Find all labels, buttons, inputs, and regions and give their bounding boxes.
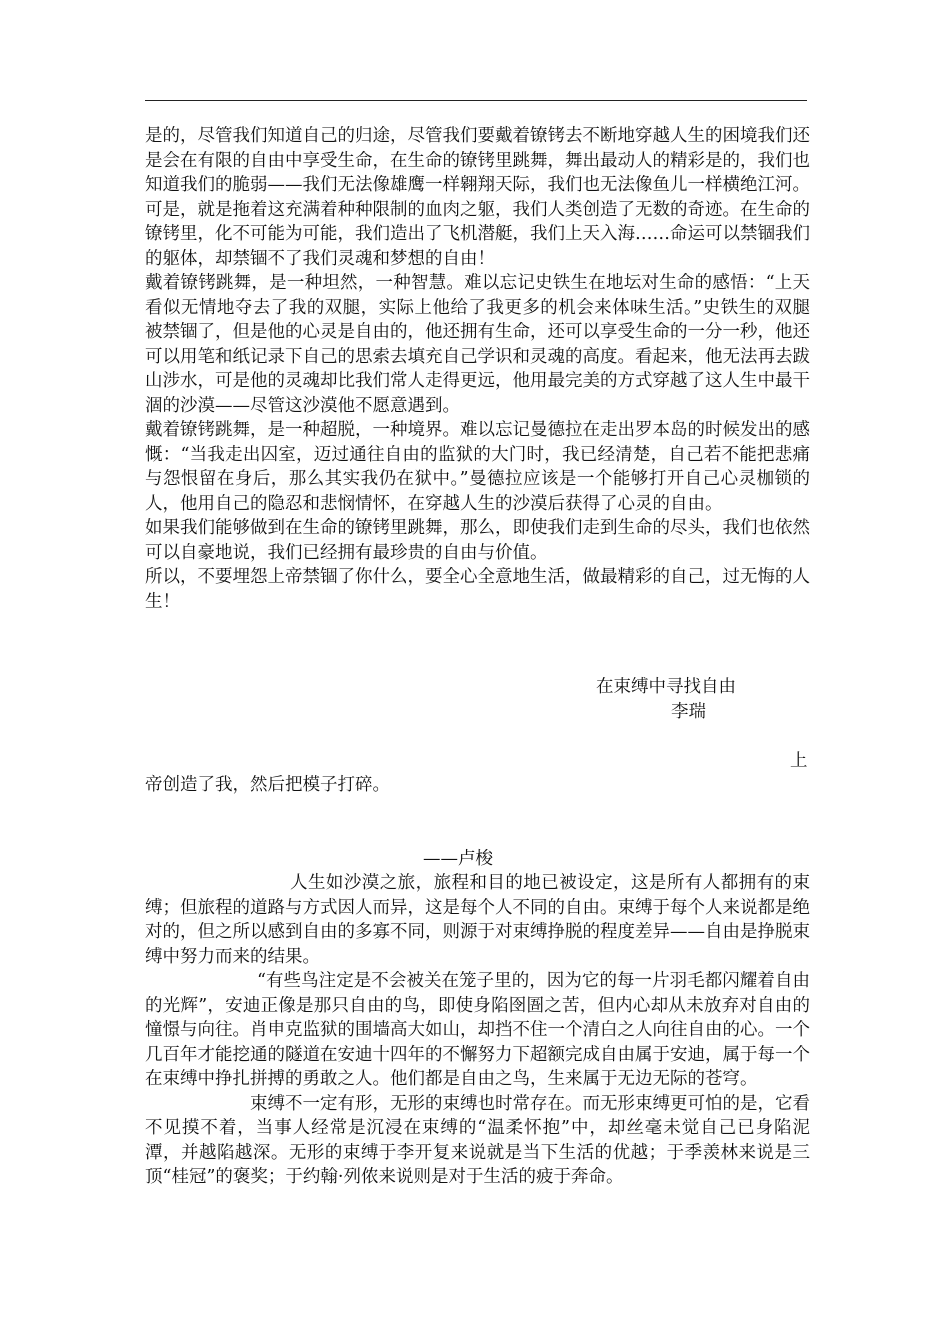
epigraph-attribution: ——卢梭 [423, 849, 493, 869]
essay2-author: 李瑞 [671, 702, 706, 722]
essay1-paragraph: 如果我们能够做到在生命的镣铐里跳舞，那么，即使我们走到生命的尽头，我们也依然可以自豪地说，我们已经拥有最珍贵的自由与价值。 [145, 518, 810, 563]
essay1-body [145, 124, 810, 614]
epigraph-quote: 帝创造了我，然后把模子打碎。 [145, 775, 390, 795]
essay2-paragraph: “有些鸟注定是不会被关在笼子里的，因为它的每一片羽毛都闪耀着自由的光辉”，安迪正像是那只自由的鸟，即使身陷囹圄之苦，但内心却从未放弃对自由的憧憬与向往。肖申克监狱的围墙高大如山，却挡不住一个清白之人向往自由的心。一个几百年才能挖通的隧道在安迪十四年的不懈努力下超额完成自由属于安迪，属于每一个在束缚中挣扎拼搏的勇敢之人。他们都是自由之鸟，生来属于无边无际的苍穹。 [145, 971, 810, 1089]
essay1-paragraph: 是的，尽管我们知道自己的归途，尽管我们要戴着镣铐去不断地穿越人生的困境我们还是会在有限的自由中享受生命，在生命的镣铐里跳舞，舞出最动人的精彩是的，我们也知道我们的脆弱——我们无法像雄鹰一样翱翔天际，我们也无法像鱼儿一样横绝江河。可是，就是拖着这充满着种种限制的血肉之躯，我们人类创造了无数的奇迹。在生命的镣铐里，化不可能为可能，我们造出了飞机潜艇，我们上天入海……命运可以禁锢我们的躯体，却禁锢不了我们灵魂和梦想的自由！ [145, 126, 810, 269]
essay1-paragraph: 戴着镣铐跳舞，是一种坦然，一种智慧。难以忘记史铁生在地坛对生命的感悟：“上天看似无情地夺去了我的双腿，实际上他给了我更多的机会来体味生活。”史铁生的双腿被禁锢了，但是他的心灵是自由的，他还拥有生命，还可以享受生命的一分一秒，他还可以用笔和纸记录下自己的思索去填充自己学识和灵魂的高度。看起来，他无法再去跋山涉水，可是他的灵魂却比我们常人走得更远，他用最完美的方式穿越了这人生中最干涸的沙漠——尽管这沙漠他不愿意遇到。 [145, 273, 810, 416]
epigraph-first-char: 上 [790, 751, 808, 771]
essay2-paragraph: 人生如沙漠之旅，旅程和目的地已被设定，这是所有人都拥有的束缚；但旅程的道路与方式因人而异，这是每个人不同的自由。束缚于每个人来说都是绝对的，但之所以感到自由的多寡不同，则源于对束缚挣脱的程度差异——自由是挣脱束缚中努力而来的结果。 [145, 873, 810, 967]
header-rule [145, 100, 807, 101]
essay1-paragraph: 戴着镣铐跳舞，是一种超脱，一种境界。难以忘记曼德拉在走出罗本岛的时候发出的感慨：“当我走出囚室，迈过通往自由的监狱的大门时，我已经清楚，自己若不能把悲痛与怨恨留在身后，那么其实我仍在狱中。”曼德拉应该是一个能够打开自己心灵枷锁的人，他用自己的隐忍和悲悯情怀，在穿越人生的沙漠后获得了心灵的自由。 [145, 420, 810, 514]
essay2-title: 在束缚中寻找自由 [596, 677, 736, 697]
essay2-paragraph: 束缚不一定有形，无形的束缚也时常存在。而无形束缚更可怕的是，它看不见摸不着，当事人经常是沉浸在束缚的“温柔怀抱”中，却丝毫未觉自己已身陷泥潭，并越陷越深。无形的束缚于李开复来说就是当下生活的优越；于季羡林来说是三顶“桂冠”的褒奖；于约翰·列侬来说则是对于生活的疲于奔命。 [145, 1093, 810, 1187]
essay1-paragraph: 所以，不要埋怨上帝禁锢了你什么，要全心全意地生活，做最精彩的自己，过无悔的人生！ [145, 567, 810, 612]
essay2-body [145, 871, 810, 1190]
